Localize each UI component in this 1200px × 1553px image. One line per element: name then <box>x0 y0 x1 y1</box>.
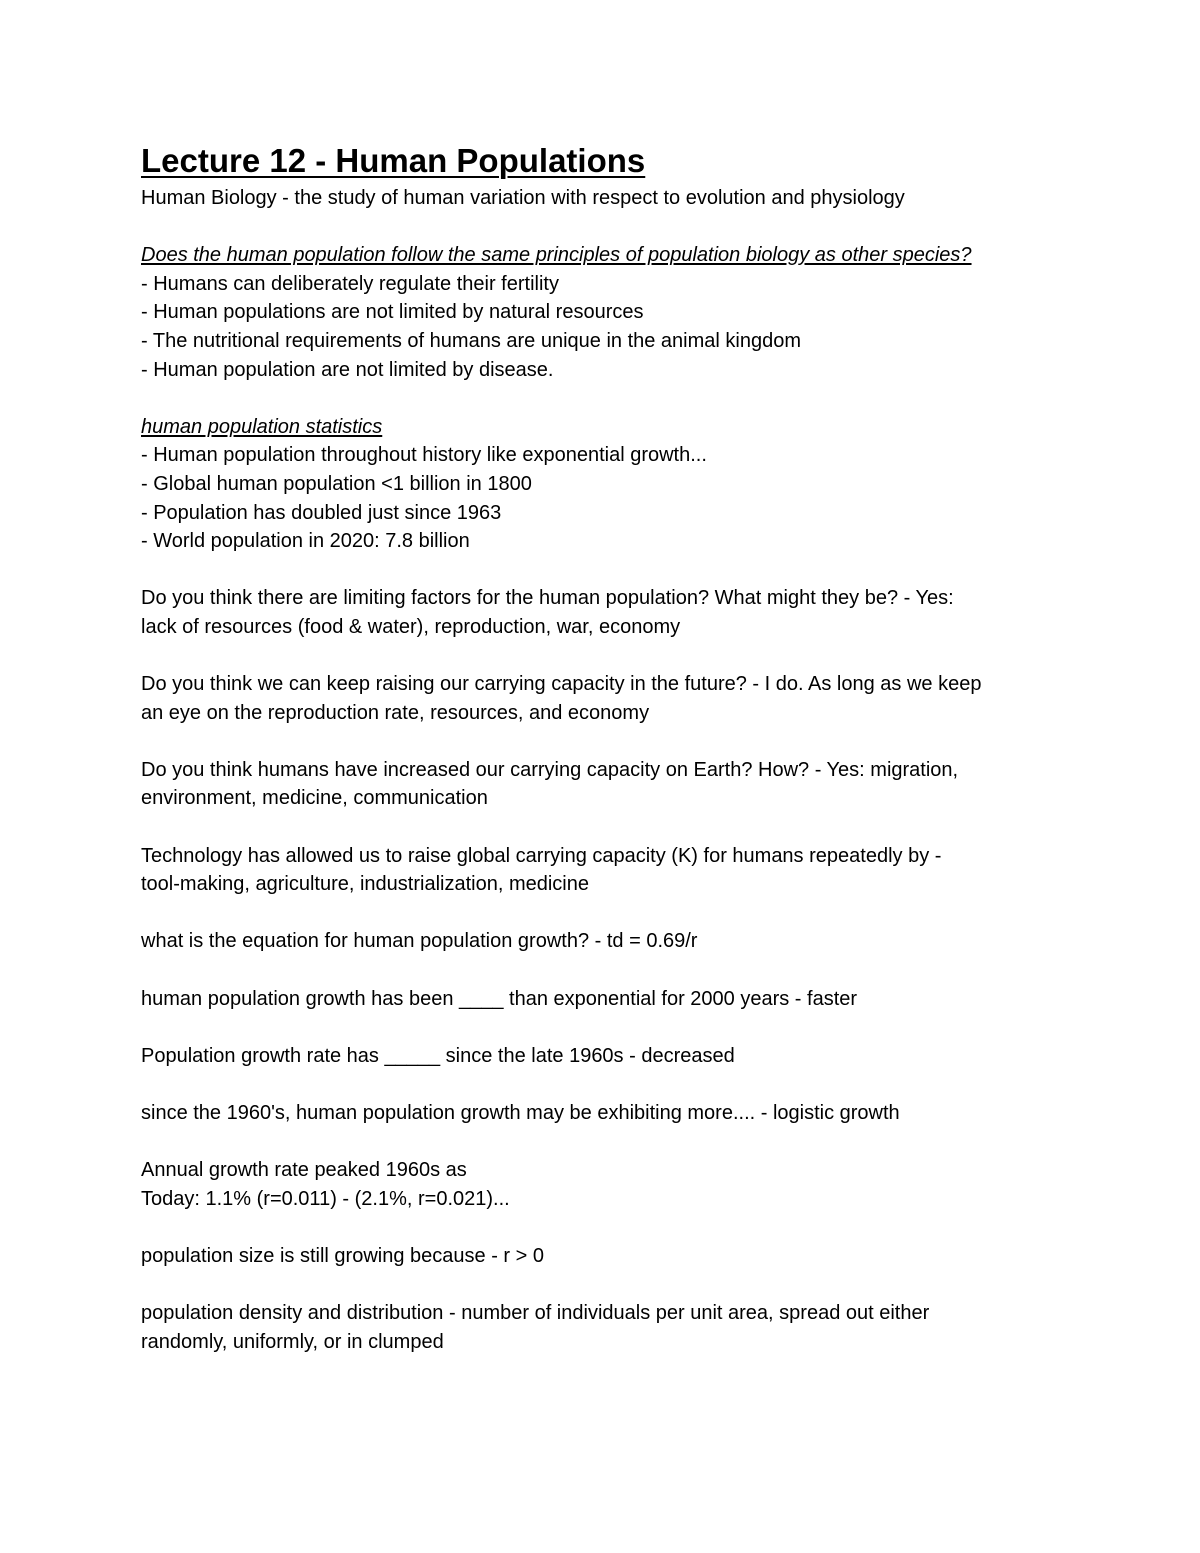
spacer <box>141 727 1071 756</box>
document-body <box>141 184 1071 1356</box>
list-item: - Humans can deliberately regulate their fertility <box>141 272 559 295</box>
paragraph-line: environment, medicine, communication <box>141 787 488 810</box>
paragraph-line: Do you think we can keep raising our carrying capacity in the future? - I do. As long as we keep <box>141 673 982 696</box>
paragraph-line: since the 1960's, human population growth may be exhibiting more.... - logistic growth <box>141 1102 900 1124</box>
spacer <box>141 556 1071 585</box>
spacer <box>141 1213 1071 1242</box>
document-page <box>141 138 1071 1356</box>
paragraph-line: Today: 1.1% (r=0.011) - (2.1%, r=0.021)... <box>141 1187 510 1210</box>
spacer <box>141 1271 1071 1300</box>
list-item: - World population in 2020: 7.8 billion <box>141 530 470 553</box>
list-item: - Population has doubled just since 1963 <box>141 501 502 524</box>
spacer <box>141 1013 1071 1042</box>
list-item: - Human population throughout history like exponential growth... <box>141 444 707 467</box>
paragraph-line: population size is still growing because - r > 0 <box>141 1244 544 1267</box>
paragraph-line: randomly, uniformly, or in clumped <box>141 1330 444 1353</box>
paragraph-line: Annual growth rate peaked 1960s as <box>141 1159 467 1182</box>
list-item: - Human population are not limited by disease. <box>141 358 554 381</box>
section-heading-principles: Does the human population follow the same principles of population biology as other species? <box>141 244 972 267</box>
section-heading-statistics: human population statistics <box>141 415 383 438</box>
spacer <box>141 956 1071 985</box>
paragraph-line: tool-making, agriculture, industrialization, medicine <box>141 873 589 896</box>
paragraph-line: Technology has allowed us to raise global carrying capacity (K) for humans repeatedly by - <box>141 844 942 867</box>
spacer <box>141 813 1071 842</box>
paragraph-line: Population growth rate has _____ since the late 1960s - decreased <box>141 1044 735 1067</box>
spacer <box>141 213 1071 242</box>
list-item: - Global human population <1 billion in 1800 <box>141 472 532 495</box>
paragraph-line: what is the equation for human population growth? - td = 0.69/r <box>141 930 698 953</box>
spacer <box>141 1070 1071 1099</box>
paragraph-line: lack of resources (food & water), reproduction, war, economy <box>141 615 681 638</box>
spacer <box>141 899 1071 928</box>
paragraph-line: human population growth has been ____ than exponential for 2000 years - faster <box>141 987 858 1010</box>
paragraph-line: an eye on the reproduction rate, resources, and economy <box>141 701 650 724</box>
list-item: - The nutritional requirements of humans are unique in the animal kingdom <box>141 329 801 352</box>
definition-line: Human Biology - the study of human variation with respect to evolution and physiology <box>141 187 905 209</box>
list-item: - Human populations are not limited by natural resources <box>141 301 644 324</box>
paragraph-line: Do you think there are limiting factors for the human population? What might they be? - Yes: <box>141 587 954 610</box>
paragraph-line: population density and distribution - number of individuals per unit area, spread out either <box>141 1302 930 1325</box>
spacer <box>141 1128 1071 1157</box>
page-title: Lecture 12 - Human Populations <box>141 142 646 179</box>
spacer <box>141 642 1071 671</box>
spacer <box>141 384 1071 413</box>
paragraph-line: Do you think humans have increased our carrying capacity on Earth? How? - Yes: migration, <box>141 758 959 781</box>
